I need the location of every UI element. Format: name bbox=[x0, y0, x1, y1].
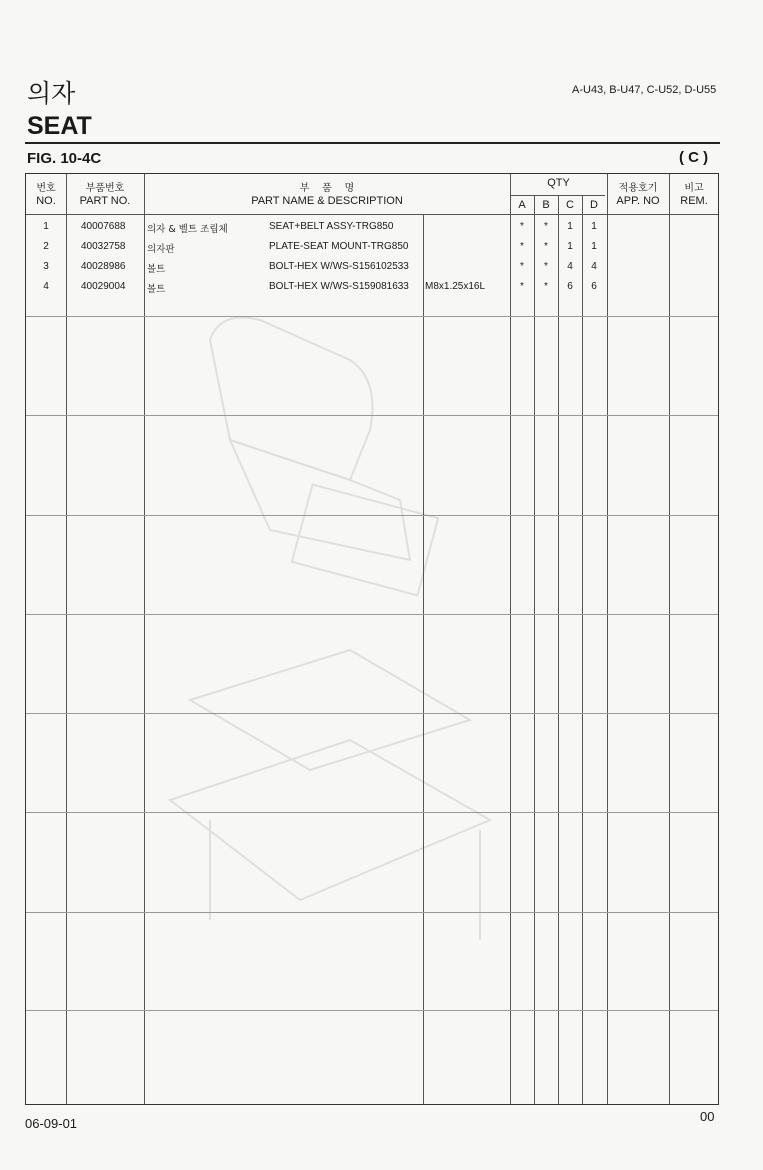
header-bottom-line bbox=[26, 214, 718, 215]
part-name-korean: 의자판 bbox=[147, 244, 175, 255]
part-description: PLATE-SEAT MOUNT-TRG850 bbox=[269, 241, 409, 252]
header-no: NO. bbox=[36, 195, 56, 207]
qty-c: 4 bbox=[567, 261, 573, 272]
qty-b: * bbox=[544, 261, 548, 272]
header-qty: QTY bbox=[547, 177, 570, 189]
part-number: 40029004 bbox=[81, 281, 126, 292]
qty-b: * bbox=[544, 281, 548, 292]
qty-d: 1 bbox=[591, 221, 597, 232]
model-codes: A-U43, B-U47, C-U52, D-U55 bbox=[572, 84, 717, 96]
qty-b: * bbox=[544, 241, 548, 252]
column-divider bbox=[534, 195, 535, 1104]
header-no-korean: 번호 bbox=[36, 183, 56, 194]
page-title-korean: 의자 bbox=[27, 79, 76, 108]
part-number: 40032758 bbox=[81, 241, 126, 252]
part-number: 40007688 bbox=[81, 221, 126, 232]
row-group-line bbox=[26, 1010, 718, 1011]
header-part-korean: 부품번호 bbox=[85, 183, 125, 194]
column-divider bbox=[66, 174, 67, 1104]
table-row bbox=[26, 217, 718, 237]
figure-number: FIG. 10-4C bbox=[27, 150, 102, 167]
header-qty-d: D bbox=[590, 199, 598, 211]
row-group-line bbox=[26, 415, 718, 416]
qty-a: * bbox=[520, 241, 524, 252]
qty-c: 1 bbox=[567, 221, 573, 232]
qty-b: * bbox=[544, 221, 548, 232]
column-divider bbox=[582, 195, 583, 1104]
header-qty-b: B bbox=[542, 199, 550, 211]
column-divider bbox=[144, 174, 145, 1104]
part-description: BOLT-HEX W/WS-S156102533 bbox=[269, 261, 409, 272]
header-part-name: PART NAME & DESCRIPTION bbox=[251, 195, 403, 207]
header-rem-korean: 비고 bbox=[684, 183, 704, 194]
header-app-korean: 적용호기 bbox=[618, 183, 658, 194]
item-number: 1 bbox=[43, 221, 49, 232]
column-divider bbox=[423, 214, 424, 1104]
part-description: SEAT+BELT ASSY-TRG850 bbox=[269, 221, 394, 232]
table-row bbox=[26, 237, 718, 257]
revision-date: 06-09-01 bbox=[25, 1116, 78, 1131]
item-number: 4 bbox=[43, 281, 49, 292]
table-row bbox=[26, 277, 718, 297]
row-group-line bbox=[26, 316, 718, 317]
qty-a: * bbox=[520, 221, 524, 232]
title-divider bbox=[25, 142, 720, 144]
qty-d: 4 bbox=[591, 261, 597, 272]
item-number: 3 bbox=[43, 261, 49, 272]
column-divider bbox=[607, 174, 608, 1104]
qty-d: 6 bbox=[591, 281, 597, 292]
row-group-line bbox=[26, 515, 718, 516]
part-spec: M8x1.25x16L bbox=[425, 281, 486, 292]
table-row bbox=[26, 257, 718, 277]
qty-a: * bbox=[520, 281, 524, 292]
header-part-no: PART NO. bbox=[79, 195, 131, 207]
part-name-korean: 볼트 bbox=[147, 284, 166, 295]
header-name-korean: 부 품 명 bbox=[299, 183, 355, 194]
row-group-line bbox=[26, 614, 718, 615]
parts-table bbox=[25, 173, 719, 1105]
header-remarks: REM. bbox=[680, 195, 708, 207]
part-description: BOLT-HEX W/WS-S159081633 bbox=[269, 281, 409, 292]
page-title: SEAT bbox=[27, 112, 92, 140]
row-group-line bbox=[26, 812, 718, 813]
column-divider bbox=[669, 174, 670, 1104]
row-group-line bbox=[26, 912, 718, 913]
qty-d: 1 bbox=[591, 241, 597, 252]
row-group-line bbox=[26, 713, 718, 714]
qty-c: 1 bbox=[567, 241, 573, 252]
qty-a: * bbox=[520, 261, 524, 272]
item-number: 2 bbox=[43, 241, 49, 252]
part-name-korean: 의자 & 벨트 조립체 bbox=[147, 224, 228, 235]
qty-header-divider bbox=[510, 195, 605, 196]
part-name-korean: 볼트 bbox=[147, 264, 166, 275]
column-divider bbox=[510, 174, 511, 1104]
header-qty-a: A bbox=[518, 199, 526, 211]
part-number: 40028986 bbox=[81, 261, 126, 272]
header-qty-c: C bbox=[566, 199, 574, 211]
column-divider bbox=[558, 195, 559, 1104]
page-number: 00 bbox=[700, 1109, 715, 1124]
header-app-no: APP. NO bbox=[616, 195, 660, 207]
qty-c: 6 bbox=[567, 281, 573, 292]
figure-code: ( C ) bbox=[679, 149, 709, 166]
